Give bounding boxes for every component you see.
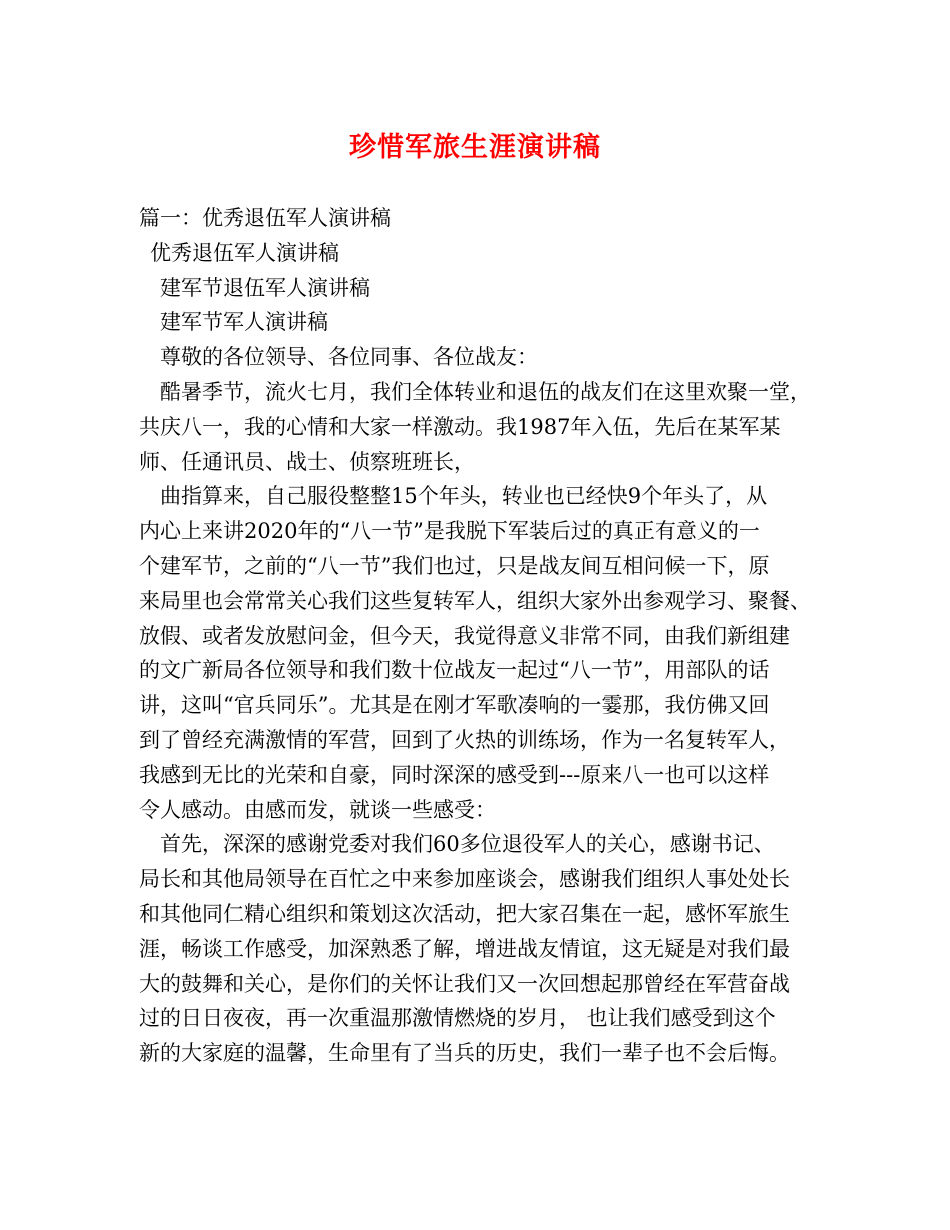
- paragraph-line: 的文广新局各位领导和我们数十位战友一起过“八一节”，用部队的话: [139, 658, 770, 683]
- paragraph-line: 酷暑季节，流火七月，我们全体转业和退伍的战友们在这里欢聚一堂，: [160, 379, 811, 404]
- paragraph-line: 局长和其他局领导在百忙之中来参加座谈会，感谢我们组织人事处处长: [139, 867, 790, 892]
- document-body: [139, 201, 819, 1071]
- paragraph-line: 师、任通讯员、战士、侦察班班长，: [139, 449, 475, 474]
- paragraph-line: 令人感动。由感而发，就谈一些感受：: [139, 797, 496, 822]
- paragraph-line: 过的日日夜夜，再一次重温那激情燃烧的岁月， 也让我们感受到这个: [139, 1006, 776, 1031]
- paragraph-line: 放假、或者发放慰问金，但今天，我觉得意义非常不同，由我们新组建: [139, 623, 790, 648]
- salutation: 尊敬的各位领导、各位同事、各位战友：: [160, 345, 538, 370]
- paragraph-line: 涯，畅谈工作感受，加深熟悉了解，增进战友情谊，这无疑是对我们最: [139, 936, 790, 961]
- section-heading: 篇一：优秀退伍军人演讲稿: [139, 206, 391, 230]
- paragraph-line: 我感到无比的光荣和自豪，同时深深的感受到---原来八一也可以这样: [139, 762, 770, 787]
- paragraph-line: 和其他同仁精心组织和策划这次活动，把大家召集在一起，感怀军旅生: [139, 901, 790, 926]
- paragraph-line: 内心上来讲2020年的“八一节”是我脱下军装后过的真正有意义的一: [139, 519, 760, 544]
- paragraph-line: 首先，深深的感谢党委对我们60多位退役军人的关心，感谢书记、: [160, 832, 775, 857]
- paragraph-line: 个建军节，之前的“八一节”我们也过，只是战友间互相问候一下，原: [139, 553, 770, 578]
- document-title: 珍惜军旅生涯演讲稿: [349, 132, 601, 163]
- paragraph-line: 新的大家庭的温馨，生命里有了当兵的历史，我们一辈子也不会后悔。: [139, 1041, 790, 1066]
- paragraph-line: 讲，这叫“官兵同乐”。尤其是在刚才军歌凑响的一霎那，我仿佛又回: [139, 693, 770, 718]
- paragraph-line: 大的鼓舞和关心，是你们的关怀让我们又一次回想起那曾经在军营奋战: [139, 971, 790, 996]
- paragraph-line: 来局里也会常常关心我们这些复转军人，组织大家外出参观学习、聚餐、: [139, 588, 811, 613]
- paragraph-line: 曲指算来，自己服役整整15个年头，转业也已经快9个年头了，从: [160, 484, 768, 509]
- paragraph-line: 共庆八一，我的心情和大家一样激动。我1987年入伍，先后在某军某: [139, 414, 781, 439]
- subheading: 建军节退伍军人演讲稿: [160, 275, 370, 300]
- subheading: 建军节军人演讲稿: [160, 310, 328, 335]
- paragraph-line: 到了曾经充满激情的军营，回到了火热的训练场，作为一名复转军人，: [139, 727, 790, 752]
- subheading: 优秀退伍军人演讲稿: [150, 240, 339, 265]
